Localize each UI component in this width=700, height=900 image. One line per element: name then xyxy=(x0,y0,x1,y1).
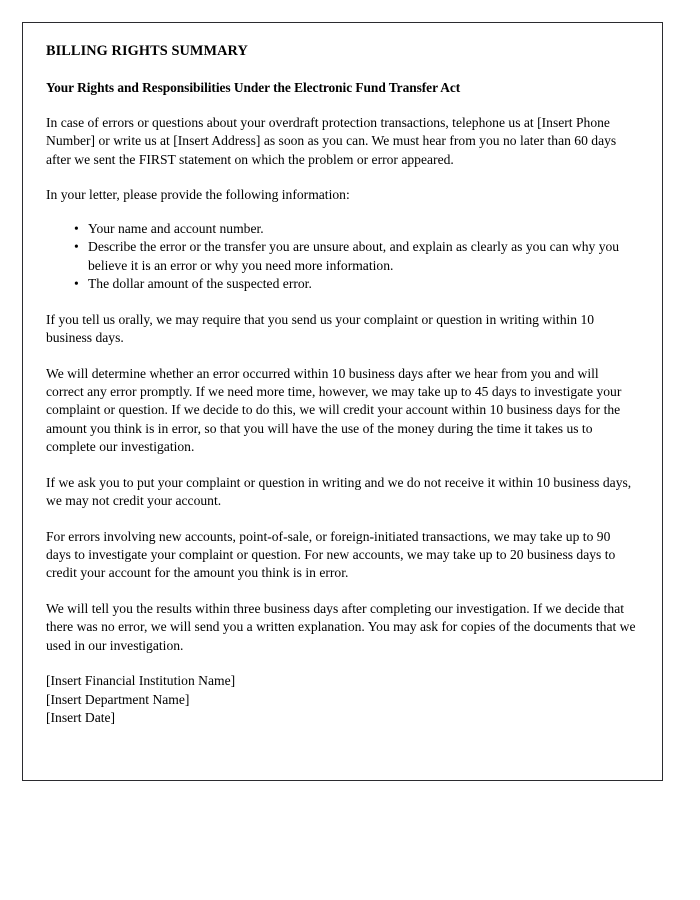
paragraph-oral-notice: If you tell us orally, we may require that you send us your complaint or question in writing within 10 business days. xyxy=(46,311,595,345)
list-item: • The dollar amount of the suspected error. xyxy=(46,275,638,293)
signoff-institution: [Insert Financial Institution Name] xyxy=(46,673,236,689)
paragraph-letter-lead-in: In your letter, please provide the following information: xyxy=(46,187,350,203)
signoff-date: [Insert Date] xyxy=(46,709,116,725)
paragraph-no-writing: If we ask you to put your complaint or question in writing and we do not receive it within 10 business days, we may not credit your account. xyxy=(46,474,632,508)
list-item: • Your name and account number. xyxy=(46,220,638,238)
page-title: BILLING RIGHTS SUMMARY xyxy=(46,43,248,59)
paragraph-intro: In case of errors or questions about your overdraft protection transactions, telephone us at [Insert Phone Number] or write us at [Insert Address] as soon as you can. We must hear from you no later than 60 days after we sent the FIRST statement on which the problem or error appeared. xyxy=(46,114,617,167)
required-information-list xyxy=(46,220,638,293)
document-frame xyxy=(22,22,663,781)
paragraph-determination: We will determine whether an error occurred within 10 business days after we hear from you and will correct any error promptly. If we need more time, however, we may take up to 45 days to investigate your complaint or question. If we decide to do this, we will credit your account within 10 business days for the amount you think is in error, so that you will have the use of the money during the time it takes us to complete our investigation. xyxy=(46,365,622,454)
paragraph-results: We will tell you the results within three business days after completing our investigation. If we decide that there was no error, we will send you a written explanation. You may ask for copies of the documents that we used in our investigation. xyxy=(46,601,636,653)
document-body xyxy=(46,43,638,727)
signoff-department: [Insert Department Name] xyxy=(46,691,190,707)
paragraph-new-accounts: For errors involving new accounts, point-of-sale, or foreign-initiated transactions, we may take up to 90 days to investigate your complaint or question. For new accounts, we may take up to 20 business days to credit your account for the amount you think is in error. xyxy=(46,528,616,581)
signature-block xyxy=(46,672,638,727)
list-item: • Describe the error or the transfer you are unsure about, and explain as clearly as you can why you believe it is an error or why you need more information. xyxy=(46,238,638,275)
document-subtitle: Your Rights and Responsibilities Under the Electronic Fund Transfer Act xyxy=(46,80,461,96)
